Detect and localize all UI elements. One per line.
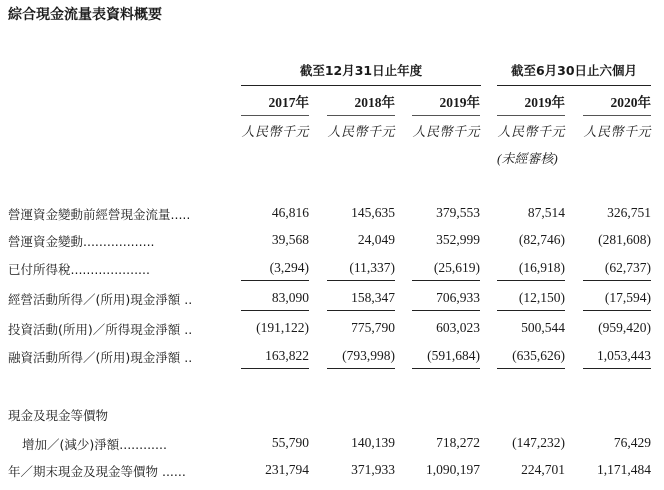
value-cell: 706,933 (412, 290, 480, 311)
value-cell: 1,053,443 (583, 348, 651, 369)
row-label: 現金及現金等價物 (8, 408, 109, 423)
unit-label: 人民幣千元 (241, 124, 309, 139)
value-cell: 1,090,197 (426, 462, 480, 477)
value-cell: 1,171,484 (597, 462, 651, 477)
value-cell: (191,122) (256, 320, 309, 335)
year-header: 2017年 (241, 91, 309, 116)
value-cell: 326,751 (607, 205, 651, 220)
value-cell: (12,150) (497, 290, 565, 311)
value-cell: 163,822 (241, 348, 309, 369)
value-cell: 158,347 (327, 290, 395, 311)
value-cell: 46,816 (271, 205, 309, 220)
value-cell: (11,337) (327, 260, 395, 281)
table-row (0, 260, 664, 278)
header-year-ended-dec31: 截至12月31日止年度 (241, 61, 481, 86)
value-cell: 775,790 (351, 320, 395, 335)
value-cell: 352,999 (436, 232, 480, 247)
row-label: 年／期末現金及現金等價物 ...... (8, 464, 186, 479)
value-cell: (281,608) (598, 232, 651, 247)
unit-label: 人民幣千元 (327, 124, 395, 139)
year-header: 2019年 (497, 91, 565, 116)
value-cell: (3,294) (241, 260, 309, 281)
value-cell: 87,514 (527, 205, 565, 220)
value-cell: 55,790 (271, 435, 309, 450)
value-cell: 83,090 (241, 290, 309, 311)
row-label: 經營活動所得／(所用)現金淨額 .. (8, 292, 193, 307)
value-cell: (147,232) (512, 435, 565, 450)
header-six-months-ended-jun30: 截至6月30日止六個月 (497, 61, 651, 86)
row-label: 營運資金變動.................. (8, 234, 155, 249)
table-row (0, 462, 664, 480)
row-label: 營運資金變動前經營現金流量..... (8, 207, 191, 222)
table-row (0, 320, 664, 338)
unit-label: 人民幣千元 (412, 124, 480, 139)
year-header: 2020年 (583, 91, 651, 116)
value-cell: (591,684) (412, 348, 480, 369)
value-cell: 24,049 (357, 232, 395, 247)
row-label: 投資活動(所用)／所得現金淨額 .. (8, 322, 193, 337)
row-label: 已付所得稅.................... (8, 262, 150, 277)
table-row (0, 232, 664, 250)
value-cell: 379,553 (436, 205, 480, 220)
value-cell: 718,272 (436, 435, 480, 450)
value-cell: (82,746) (518, 232, 565, 247)
table-row (0, 406, 664, 424)
row-label: 融資活動所得／(所用)現金淨額 .. (8, 350, 193, 365)
page-title: 綜合現金流量表資料概要 (8, 7, 162, 23)
value-cell: (793,998) (327, 348, 395, 369)
value-cell: 76,429 (613, 435, 651, 450)
table-row (0, 205, 664, 223)
value-cell: 603,023 (436, 320, 480, 335)
value-cell: 500,544 (521, 320, 565, 335)
value-cell: 145,635 (351, 205, 395, 220)
table-row (0, 435, 664, 453)
table-row (0, 290, 664, 308)
row-label: 增加／(減少)淨額............ (22, 437, 167, 452)
value-cell: 371,933 (351, 462, 395, 477)
unit-label: 人民幣千元 (583, 124, 651, 139)
value-cell: (16,918) (497, 260, 565, 281)
value-cell: (635,626) (497, 348, 565, 369)
table-row (0, 348, 664, 366)
value-cell: 231,794 (265, 462, 309, 477)
unit-label: 人民幣千元 (497, 124, 565, 139)
value-cell: 39,568 (271, 232, 309, 247)
value-cell: (959,420) (598, 320, 651, 335)
value-cell: 224,701 (521, 462, 565, 477)
value-cell: (62,737) (583, 260, 651, 281)
value-cell: 140,139 (351, 435, 395, 450)
year-header: 2019年 (412, 91, 480, 116)
value-cell: (25,619) (412, 260, 480, 281)
unaudited-note: (未經審核) (497, 151, 558, 166)
year-header: 2018年 (327, 91, 395, 116)
value-cell: (17,594) (583, 290, 651, 311)
